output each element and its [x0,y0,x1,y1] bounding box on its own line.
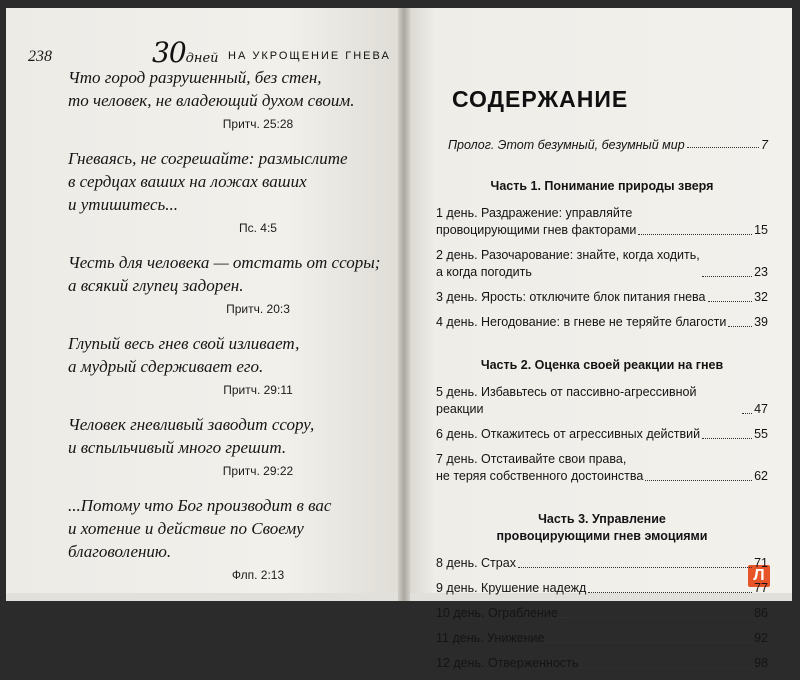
quote [68,332,388,397]
toc-entry-label: 12 день. Отверженность [436,656,579,670]
dot-leader [588,592,752,593]
toc-entry [436,655,768,672]
dot-leader [702,438,752,439]
toc-entry [436,205,768,239]
toc-entry [436,314,768,331]
toc-entry [436,580,768,597]
toc-entry-page: 77 [754,581,768,595]
toc-entry-label: Пролог. Этот безумный, безумный мир [448,138,685,152]
quote [68,66,388,131]
toc-entry-label: 11 день. Унижение [436,631,545,645]
running-head-title: НА УКРОЩЕНИЕ ГНЕВА [228,50,391,62]
toc-entry-label: 8 день. Страх [436,556,516,570]
quote-text: ...Потому что Бог производит в вас и хотение и действие по Своему благоволению. [68,496,332,561]
quote-text: Честь для человека — отстать от ссоры; а всякий глупец задорен. [68,253,381,295]
toc-entry [436,451,768,485]
toc-entry [436,605,768,622]
dot-leader [645,480,752,481]
quote-reference: Притч. 25:28 [222,117,294,131]
toc-entry-page: 55 [754,427,768,441]
toc-entry-label: 7 день. Отстаивайте свои права, не теряя собственного достоинства [436,452,644,483]
toc-prologue [448,138,768,152]
toc-entry-label: 1 день. Раздражение: управляйте провоцирующими гнев факторами [436,206,637,237]
toc-entry-label: 9 день. Крушение надежд [436,581,587,595]
toc-part-title: Часть 2. Оценка своей реакции на гнев [480,358,724,372]
toc-entry [436,555,768,572]
book-gutter [398,8,410,601]
toc-entry-label: 3 день. Ярость: отключите блок питания гнева [436,290,706,304]
quote-reference: Притч. 29:11 [223,383,293,397]
toc-entry-label: 6 день. Откажитесь от агрессивных действий [436,427,701,441]
dot-leader [580,667,752,668]
labirint-logo-icon: Л [748,565,770,587]
toc-entry-page: 39 [754,315,768,329]
toc-entry-page: 71 [754,556,768,570]
dot-leader [560,617,752,618]
toc-entry [436,289,768,306]
toc-entry-label: 5 день. Избавьтесь от пассивно-агрессивной реакции [436,385,697,416]
toc-entry-label: 4 день. Негодование: в гневе не теряйте благости [436,315,727,329]
quote-reference: Флп. 2:13 [231,568,285,582]
toc-entry-page: 23 [754,265,768,279]
toc-entry-page: 98 [754,656,768,670]
dot-leader [708,301,753,302]
toc-entry-label: 10 день. Ограбление [436,606,558,620]
toc-entry-page: 7 [761,138,768,152]
toc-entry-page: 47 [754,402,768,416]
quote [68,147,388,235]
toc-entry-page: 15 [754,223,768,237]
quote [68,251,388,316]
running-head-script: 30дней [152,36,219,69]
quote-reference: Притч. 20:3 [226,302,290,316]
toc-entry-page: 86 [754,606,768,620]
toc-entry-label: 2 день. Разочарование: знайте, когда ходить, а когда погодить [436,248,700,279]
table-of-contents [436,138,768,680]
toc-entry-page: 32 [754,290,768,304]
toc-part-title: Часть 3. Управление провоцирующими гнев эмоциями [496,512,708,543]
toc-title: СОДЕРЖАНИЕ [452,86,629,112]
toc-entry-page: 62 [754,469,768,483]
quote-text: Человек гневливый заводит ссору, и вспыльчивый много грешит. [68,415,315,457]
quote-text: Гневаясь, не согрешайте: размыслите в сердцах ваших на ложах ваших и утишитесь... [68,149,348,214]
toc-entry [436,247,768,281]
quote [68,494,388,582]
dot-leader [702,276,752,277]
toc-entry [436,426,768,443]
dot-leader [687,138,759,148]
page-number: 238 [28,48,52,65]
quotes-column [68,66,388,598]
toc-entry [436,384,768,418]
toc-entry-page: 92 [754,631,768,645]
dot-leader [546,642,752,643]
quote-text: Глупый весь гнев свой изливает, а мудрый сдерживает его. [68,334,300,376]
dot-leader [742,413,752,414]
dot-leader [728,326,752,327]
quote-text: Что город разрушенный, без стен, то человек, не владеющий духом своим. [68,68,355,110]
quote-reference: Пс. 4:5 [239,221,277,235]
toc-entry [436,630,768,647]
quote-reference: Притч. 29:22 [222,464,294,478]
toc-part-title: Часть 1. Понимание природы зверя [490,179,714,193]
quote [68,413,388,478]
dot-leader [518,567,752,568]
dot-leader [638,234,752,235]
